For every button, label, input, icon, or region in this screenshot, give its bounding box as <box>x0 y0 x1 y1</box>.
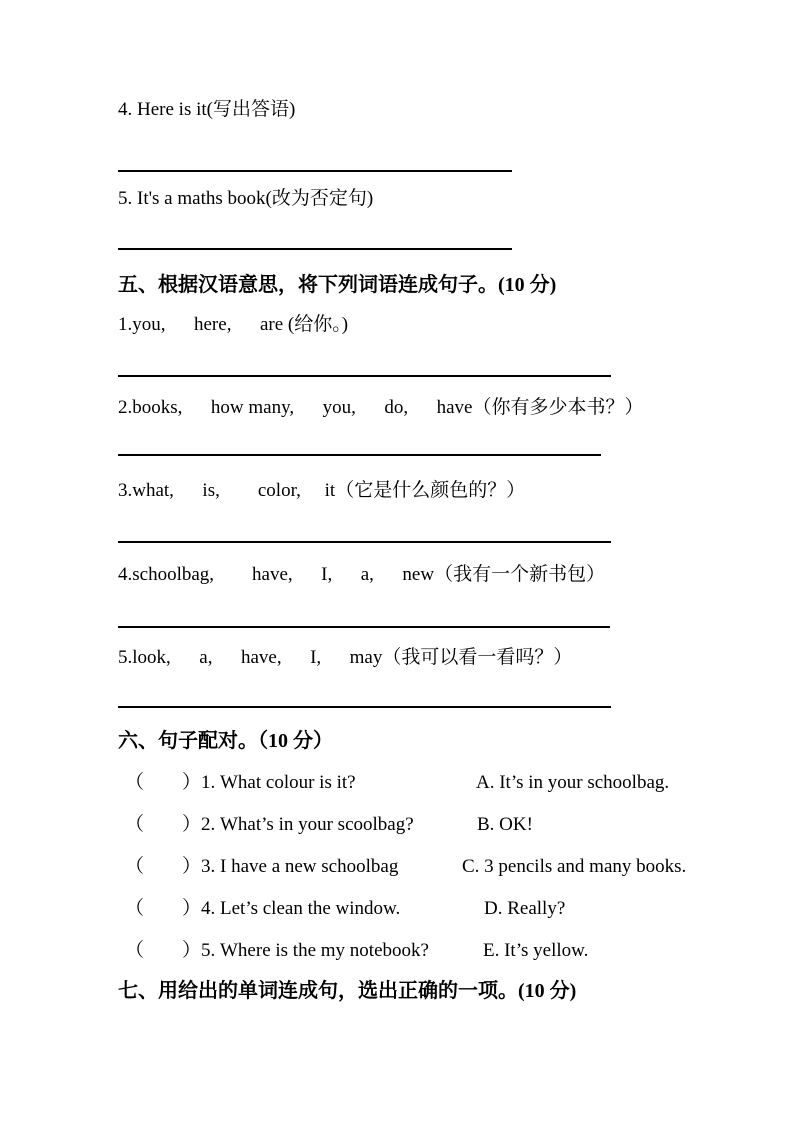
answer-line <box>118 170 512 172</box>
matching-row <box>118 770 694 796</box>
matching-right-a: A. It’s in your schoolbag. <box>476 772 670 793</box>
section5-item-5: 5.look, a, have, I, may（我可以看一看吗？） <box>118 647 573 668</box>
section5-item-2: 2.books, how many, you, do, have（你有多少本书？） <box>118 397 644 418</box>
matching-exercise <box>118 770 694 964</box>
section-6-heading: 六、句子配对。（10 分） <box>118 730 333 752</box>
section-7-heading: 七、用给出的单词连成句，选出正确的一项。(10 分) <box>118 980 577 1002</box>
section5-item-1: 1.you, here, are (给你。) <box>118 314 349 335</box>
matching-right-b: B. OK! <box>477 814 533 835</box>
matching-row <box>118 938 694 964</box>
matching-left-2: （ ）2. What’s in your scoolbag? <box>125 814 414 835</box>
answer-line <box>118 248 512 250</box>
matching-row <box>118 854 694 880</box>
question-4-prompt: 4. Here is it(写出答语) <box>118 99 296 120</box>
answer-line <box>118 454 601 456</box>
answer-line <box>118 626 610 628</box>
matching-left-5: （ ）5. Where is the my notebook? <box>125 940 429 961</box>
section5-item-3: 3.what, is, color, it（它是什么颜色的？） <box>118 480 526 501</box>
matching-right-e: E. It’s yellow. <box>483 940 589 961</box>
matching-row <box>118 812 694 838</box>
matching-left-4: （ ）4. Let’s clean the window. <box>125 898 401 919</box>
question-5-prompt: 5. It's a maths book(改为否定句) <box>118 188 374 209</box>
section-5-heading: 五、根据汉语意思，将下列词语连成句子。(10 分) <box>118 274 557 296</box>
matching-right-d: D. Really? <box>484 898 566 919</box>
answer-line <box>118 706 611 708</box>
answer-line <box>118 375 611 377</box>
matching-left-3: （ ）3. I have a new schoolbag <box>125 856 399 877</box>
matching-right-c: C. 3 pencils and many books. <box>462 856 687 877</box>
answer-line <box>118 541 611 543</box>
section5-item-4: 4.schoolbag, have, I, a, new（我有一个新书包） <box>118 564 606 585</box>
matching-row <box>118 896 694 922</box>
matching-left-1: （ ）1. What colour is it? <box>125 772 356 793</box>
